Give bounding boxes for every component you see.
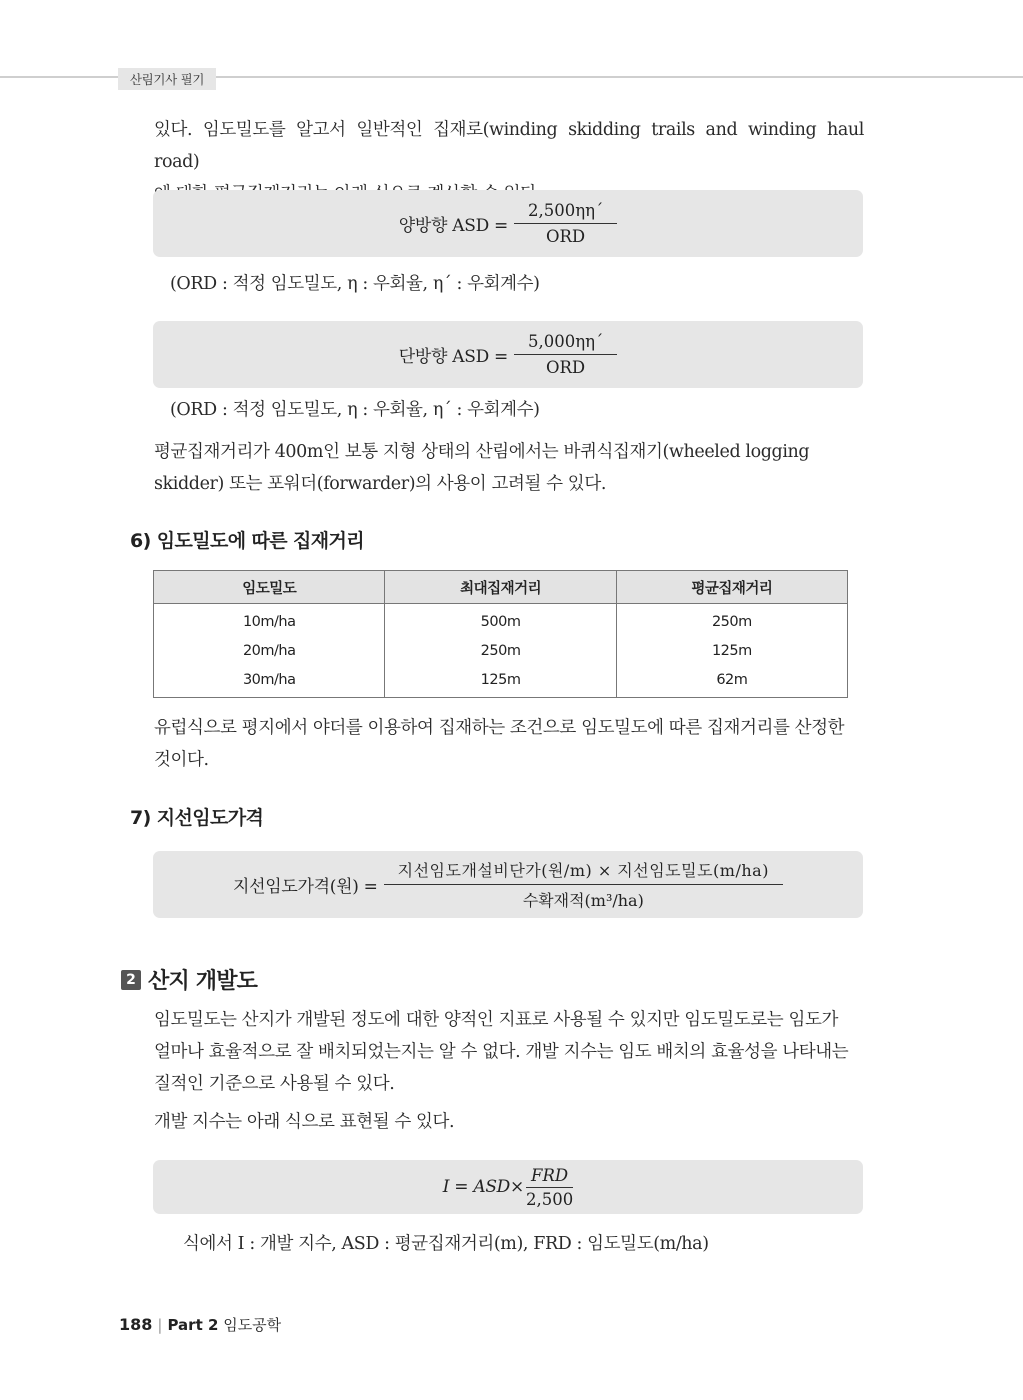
table-cell: 62m <box>616 665 847 698</box>
formula-price-label: 지선임도가격(원) = <box>233 877 378 897</box>
section-7-title: 7) 지선임도가격 <box>130 807 264 829</box>
chapter-2-title: 산지 개발도 <box>148 969 258 994</box>
table-cell: 125m <box>616 636 847 665</box>
col-header-road-density: 임도밀도 <box>154 571 385 604</box>
distance-table-wrap <box>153 570 848 698</box>
page-number: 188 <box>119 1315 153 1334</box>
table-header-row <box>154 571 848 604</box>
formula-one-way-fraction <box>514 332 617 377</box>
col-header-max-distance: 최대집재거리 <box>385 571 616 604</box>
formula-box-one-way <box>153 321 863 388</box>
section-6-title: 6) 임도밀도에 따른 집재거리 <box>130 530 365 552</box>
footer-divider: | <box>157 1316 163 1334</box>
chapter-number-badge: 2 <box>121 970 141 990</box>
formula-two-way-fraction <box>514 201 617 246</box>
index-note: 식에서 I : 개발 지수, ASD : 평균집재거리(m), FRD : 임도밀도(m/ha) <box>183 1234 709 1254</box>
development-paragraph <box>154 1004 864 1138</box>
table-cell: 20m/ha <box>154 636 385 665</box>
dev-line-3: 질적인 기준으로 사용될 수 있다. <box>154 1074 395 1094</box>
table-cell: 10m/ha <box>154 604 385 637</box>
table-row <box>154 636 848 665</box>
formula-two-way-denominator: ORD <box>545 227 586 246</box>
dev-line-4: 개발 지수는 아래 식으로 표현될 수 있다. <box>154 1112 455 1132</box>
table-row <box>154 665 848 698</box>
table-cell: 125m <box>385 665 616 698</box>
table-note-line-2: 것이다. <box>154 750 209 770</box>
formula-index-label: I = ASD× <box>442 1177 524 1197</box>
equipment-line-1: 평균집재거리가 400m인 보통 지형 상태의 산림에서는 바퀴식집재기(wheeled logging <box>154 442 810 462</box>
formula-price-denominator: 수확재적(m³/ha) <box>522 891 644 910</box>
formula-note-2: (ORD : 적정 임도밀도, η : 우회율, η´ : 우회계수) <box>170 400 540 420</box>
intro-line-1: 있다. 임도밀도를 알고서 일반적인 집재로(winding skidding trails and winding haul road) <box>154 120 864 172</box>
formula-box-two-way <box>153 190 863 257</box>
chapter-2-heading <box>121 964 257 995</box>
distance-table <box>153 570 848 698</box>
dev-line-1: 임도밀도는 산지가 개발된 정도에 대한 양적인 지표로 사용될 수 있지만 임도밀도로는 임도가 <box>154 1010 838 1030</box>
formula-index-denominator: 2,500 <box>525 1189 574 1209</box>
header-tab: 산림기사 필기 <box>118 68 216 90</box>
formula-index-numerator: FRD <box>531 1165 569 1185</box>
formula-price-numerator: 지선임도개설비단가(원/m) × 지선임도밀도(m/ha) <box>397 861 769 880</box>
formula-box-price <box>153 851 863 918</box>
table-note-paragraph <box>154 712 864 776</box>
footer-part: Part 2 <box>167 1316 219 1334</box>
formula-box-index <box>153 1160 863 1214</box>
formula-two-way-label: 양방향 ASD = <box>398 216 508 236</box>
formula-one-way-denominator: ORD <box>545 358 586 377</box>
equipment-paragraph <box>154 436 864 500</box>
table-cell: 500m <box>385 604 616 637</box>
equipment-line-2: skidder) 또는 포워더(forwarder)의 사용이 고려될 수 있다. <box>154 474 606 494</box>
formula-index-fraction <box>526 1166 573 1209</box>
table-cell: 30m/ha <box>154 665 385 698</box>
table-note-line-1: 유럽식으로 평지에서 야더를 이용하여 집재하는 조건으로 임도밀도에 따른 집재거리를 산정한 <box>154 718 845 738</box>
page-footer <box>119 1314 281 1335</box>
formula-one-way-numerator: 5,000ηη´ <box>527 332 604 351</box>
footer-subject: 임도공학 <box>223 1316 282 1334</box>
table-cell: 250m <box>385 636 616 665</box>
formula-price-fraction <box>384 858 783 911</box>
table-cell: 250m <box>616 604 847 637</box>
dev-line-2: 얼마나 효율적으로 잘 배치되었는지는 알 수 없다. 개발 지수는 임도 배치의 효율성을 나타내는 <box>154 1042 849 1062</box>
formula-two-way-numerator: 2,500ηη´ <box>527 201 604 220</box>
formula-one-way-label: 단방향 ASD = <box>398 347 508 367</box>
table-row <box>154 604 848 637</box>
col-header-avg-distance: 평균집재거리 <box>616 571 847 604</box>
formula-note-1: (ORD : 적정 임도밀도, η : 우회율, η´ : 우회계수) <box>170 274 540 294</box>
